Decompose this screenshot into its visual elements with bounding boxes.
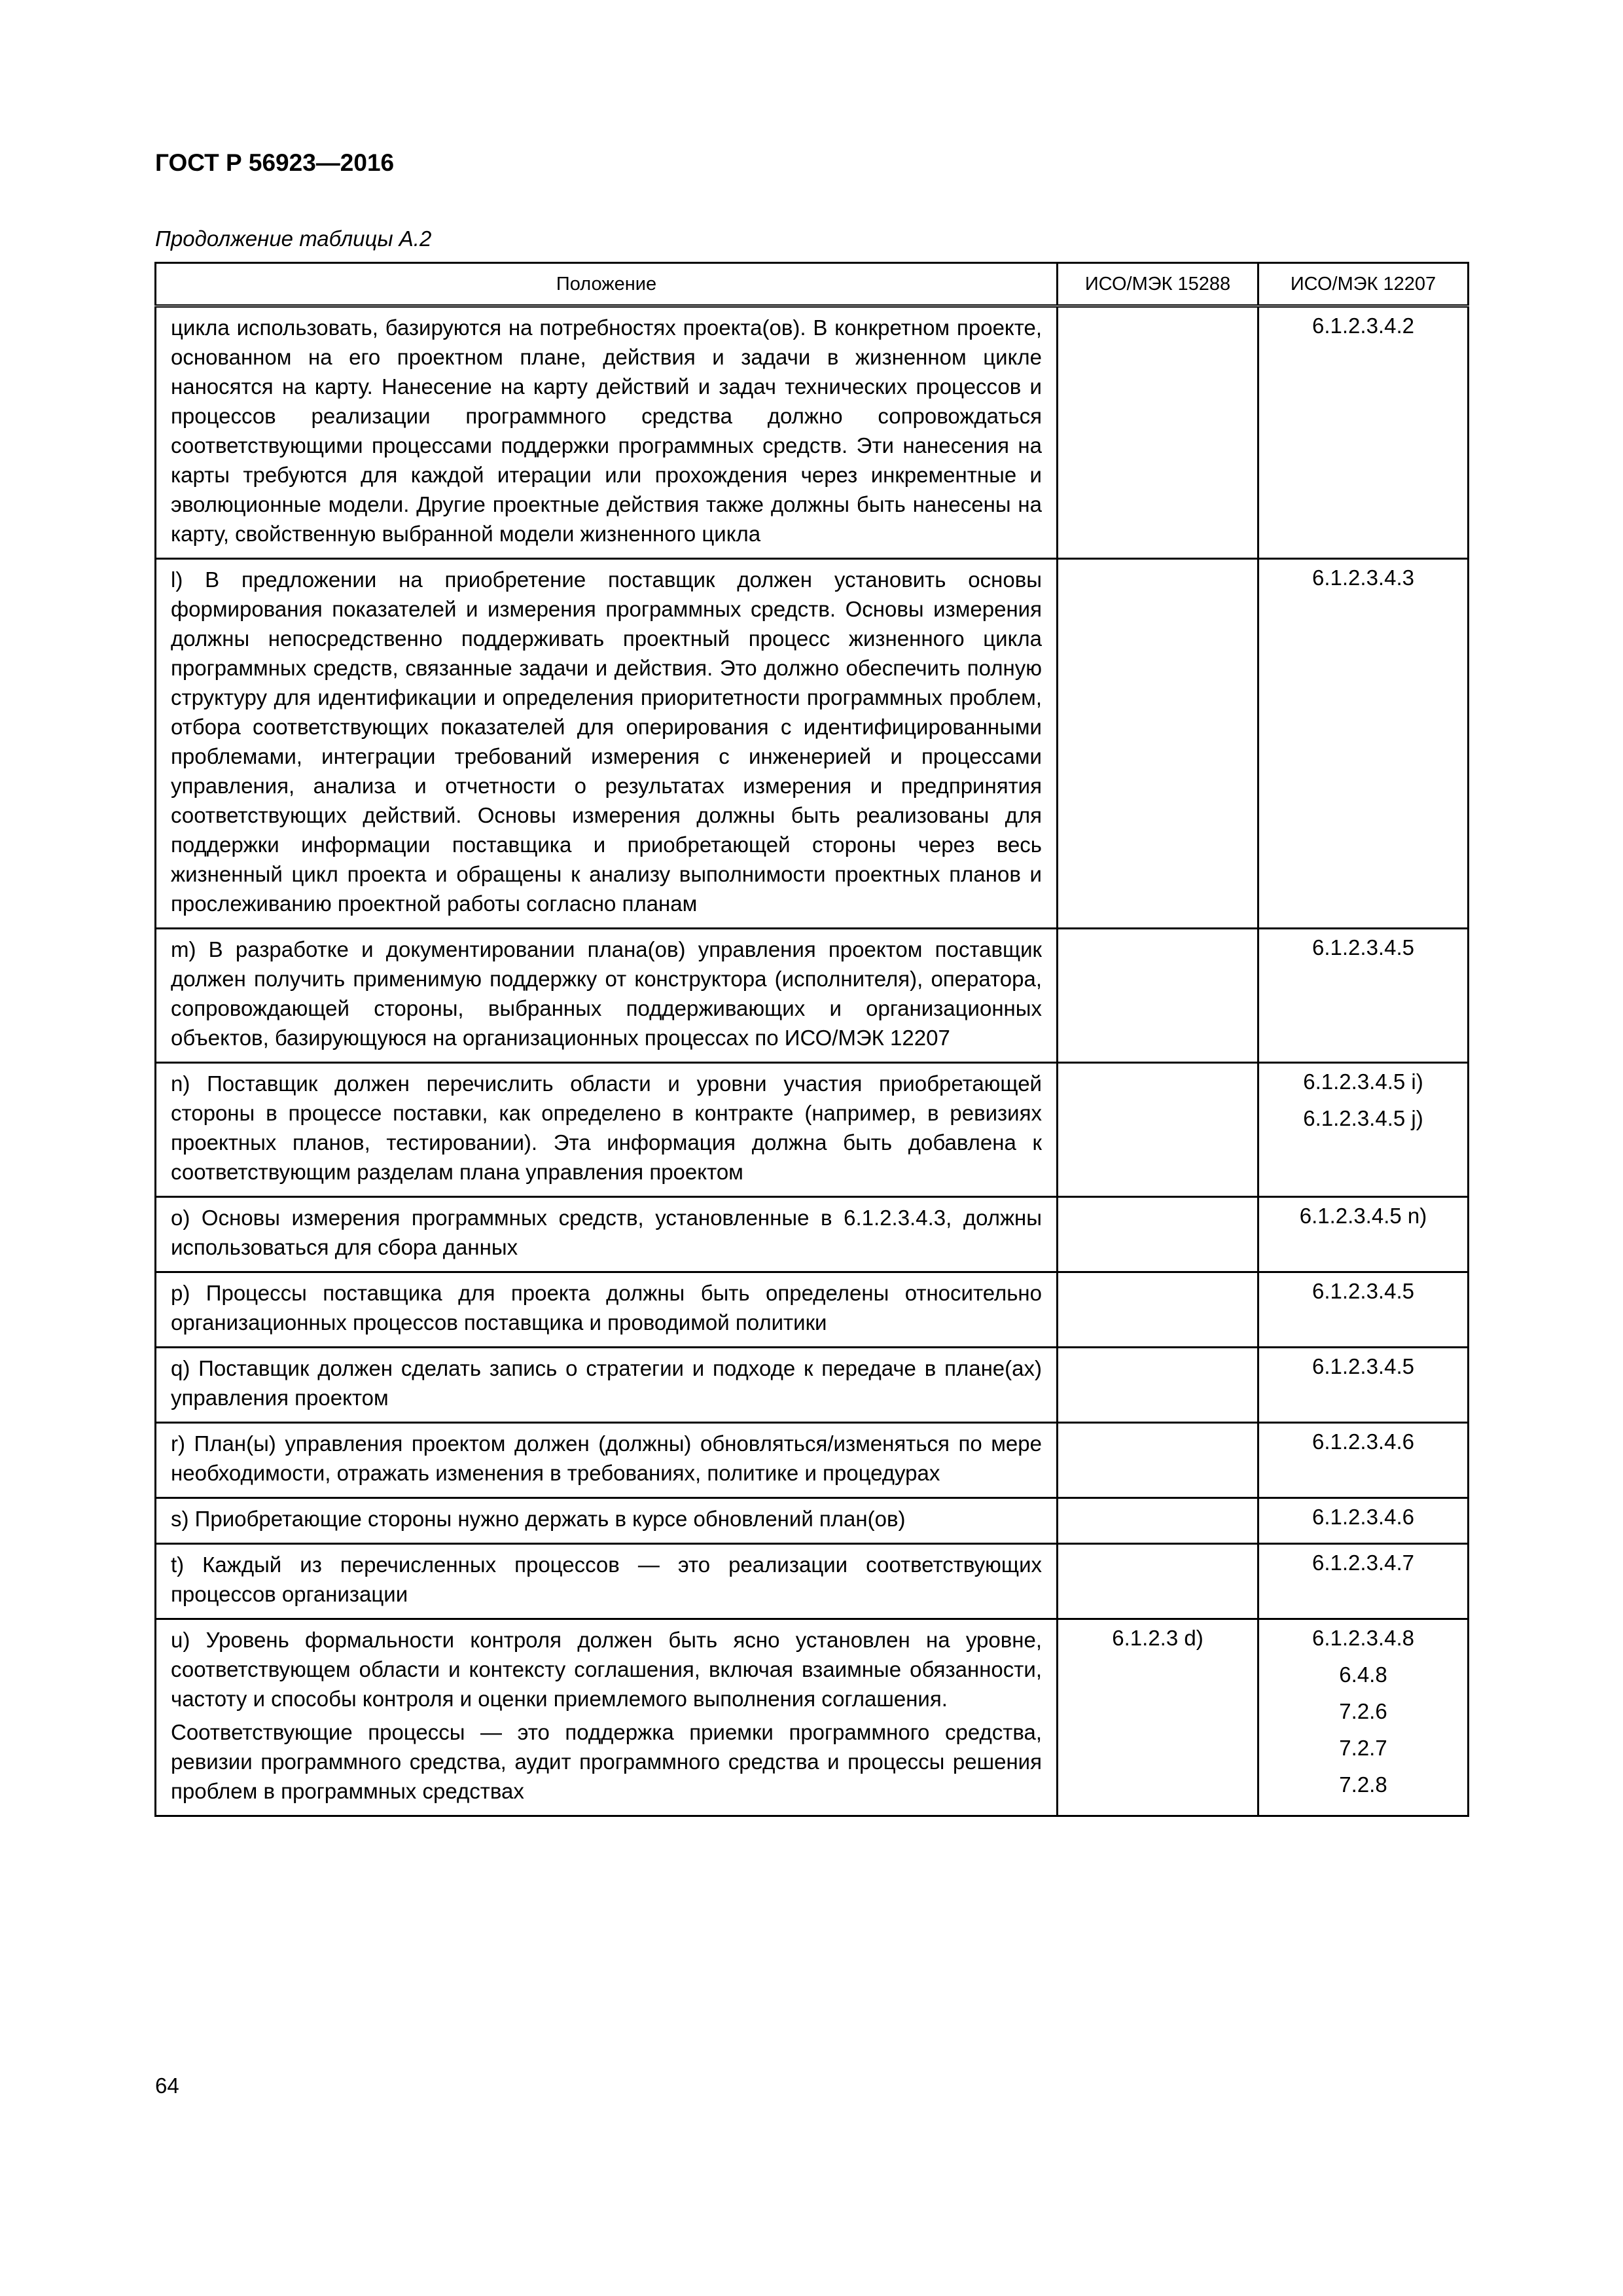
iso15288-ref-cell	[1058, 306, 1258, 559]
clause-reference: 6.1.2.3.4.6	[1312, 1505, 1414, 1529]
clause-reference: 6.1.2.3.4.8	[1312, 1626, 1414, 1650]
iso15288-ref-cell	[1058, 559, 1258, 929]
clause-reference: 6.1.2.3.4.2	[1312, 314, 1414, 338]
provision-text: p) Процессы поставщика для проекта должны быть определены относительно организационных процессов поставщика и проводимой политики	[171, 1281, 1042, 1335]
table-body	[156, 306, 1469, 1816]
clause-reference: 7.2.6	[1339, 1699, 1387, 1723]
requirements-table	[154, 262, 1469, 1817]
table-row	[156, 1544, 1469, 1619]
clause-reference: 6.1.2.3.4.5 j)	[1303, 1106, 1423, 1130]
clause-reference: 6.1.2.3.4.3	[1312, 565, 1414, 590]
clause-reference: 6.1.2.3.4.5	[1312, 935, 1414, 960]
clause-reference: 7.2.7	[1339, 1736, 1387, 1760]
iso12207-ref-cell	[1258, 559, 1469, 929]
provision-text: цикла использовать, базируются на потребностях проекта(ов). В конкретном проекте, основанном на его проектном плане, действия и задачи в жизненном цикле наносятся на карту. Нанесение на карту действий и задач технических процессов и процессов реализации программного средства должно сопровождаться соответствующими процессами поддержки программных средств. Эти нанесения на карты требуются для каждой итерации или прохождения через инкрементные и эволюционные модели. Другие проектные действия также должны быть нанесены на карту, свойственную выбранной модели жизненного цикла	[171, 315, 1042, 546]
iso12207-ref-cell	[1258, 1544, 1469, 1619]
clause-reference: 6.1.2.3.4.5 n)	[1299, 1204, 1427, 1228]
clause-reference: 6.1.2.3.4.5	[1312, 1354, 1414, 1378]
iso12207-ref-cell	[1258, 1063, 1469, 1197]
table-caption: Продолжение таблицы А.2	[155, 226, 432, 251]
document-title: ГОСТ Р 56923—2016	[155, 149, 395, 176]
table-row	[156, 559, 1469, 929]
column-header-iso12207: ИСО/МЭК 12207	[1258, 263, 1469, 306]
iso15288-ref-cell	[1058, 1348, 1258, 1423]
provision-cell	[156, 306, 1058, 559]
provision-text: Соответствующие процессы — это поддержка приемки программного средства, ревизии программного средства, аудит программного средства и процессы решения проблем в программных средствах	[171, 1720, 1042, 1803]
provision-cell	[156, 1272, 1058, 1348]
provision-cell	[156, 559, 1058, 929]
iso15288-ref-cell	[1058, 1498, 1258, 1544]
provision-cell	[156, 1348, 1058, 1423]
provision-cell	[156, 1423, 1058, 1498]
table-row	[156, 1423, 1469, 1498]
iso15288-ref-cell	[1058, 1063, 1258, 1197]
clause-reference: 6.1.2.3.4.6	[1312, 1429, 1414, 1454]
iso12207-ref-cell	[1258, 929, 1469, 1063]
provision-cell	[156, 1619, 1058, 1816]
iso12207-ref-cell	[1258, 1423, 1469, 1498]
iso15288-ref-cell	[1058, 1544, 1258, 1619]
page-number: 64	[155, 2073, 179, 2098]
provision-text: u) Уровень формальности контроля должен быть ясно установлен на уровне, соответствующем области и контексту соглашения, включая взаимные обязанности, частоту и способы контроля и оценки приемлемого выполнения соглашения.	[171, 1628, 1042, 1711]
clause-reference: 6.1.2.3.4.5 i)	[1303, 1069, 1423, 1094]
iso12207-ref-cell	[1258, 306, 1469, 559]
iso12207-ref-cell	[1258, 1348, 1469, 1423]
table-row	[156, 1619, 1469, 1816]
provision-text: q) Поставщик должен сделать запись о стратегии и подходе к передаче в плане(ах) управления проектом	[171, 1356, 1042, 1410]
provision-cell	[156, 1544, 1058, 1619]
iso12207-ref-cell	[1258, 1197, 1469, 1272]
iso12207-ref-cell	[1258, 1498, 1469, 1544]
provision-text: t) Каждый из перечисленных процессов — это реализации соответствующих процессов организации	[171, 1552, 1042, 1606]
clause-reference: 6.1.2.3.4.7	[1312, 1551, 1414, 1575]
table-row	[156, 1498, 1469, 1544]
provision-text: o) Основы измерения программных средств, установленные в 6.1.2.3.4.3, должны использоваться для сбора данных	[171, 1206, 1042, 1259]
provision-text: m) В разработке и документировании плана(ов) управления проектом поставщик должен получить применимую поддержку от конструктора (исполнителя), оператора, сопровождающей стороны, выбранных поддерживающих и организационных объектов, базирующуюся на организационных процессах по ИСО/МЭК 12207	[171, 937, 1042, 1050]
provision-cell	[156, 1197, 1058, 1272]
iso15288-ref-cell	[1058, 929, 1258, 1063]
iso12207-ref-cell	[1258, 1272, 1469, 1348]
table-row	[156, 1348, 1469, 1423]
table-row	[156, 1272, 1469, 1348]
provision-cell	[156, 1063, 1058, 1197]
provision-text: l) В предложении на приобретение поставщик должен установить основы формирования показателей и измерения программных средств. Основы измерения должны непосредственно поддерживать проектный процесс жизненного цикла программных средств, связанные задачи и действия. Это должно обеспечить полную структуру для идентификации и определения приоритетности программных проблем, отбора соответствующих показателей для оперирования с идентифицированными проблемами, интеграции требований измерения с инженерией и процессами управления, анализа и отчетности о результатах измерения и предпринятия соответствующих действий. Основы измерения должны быть реализованы для поддержки информации поставщика и приобретающей стороны через весь жизненный цикл проекта и обращены к анализу выполнимости проектных планов и прослеживанию проектной работы согласно планам	[171, 567, 1042, 916]
iso15288-ref-cell	[1058, 1197, 1258, 1272]
provision-text: r) План(ы) управления проектом должен (должны) обновляться/изменяться по мере необходимости, отражать изменения в требованиях, политике и процедурах	[171, 1431, 1042, 1485]
clause-reference: 6.1.2.3.4.5	[1312, 1279, 1414, 1303]
iso15288-ref-cell	[1058, 1272, 1258, 1348]
table-header-row	[156, 263, 1469, 306]
table-row	[156, 306, 1469, 559]
provision-text: s) Приобретающие стороны нужно держать в курсе обновлений план(ов)	[171, 1507, 906, 1531]
iso15288-ref-cell	[1058, 1423, 1258, 1498]
iso12207-ref-cell	[1258, 1619, 1469, 1816]
provision-cell	[156, 1498, 1058, 1544]
iso15288-ref-cell	[1058, 1619, 1258, 1816]
table-row	[156, 929, 1469, 1063]
provision-cell	[156, 929, 1058, 1063]
clause-reference: 6.4.8	[1339, 1662, 1387, 1687]
table-row	[156, 1197, 1469, 1272]
column-header-iso15288: ИСО/МЭК 15288	[1058, 263, 1258, 306]
column-header-provision: Положение	[156, 263, 1058, 306]
table-row	[156, 1063, 1469, 1197]
clause-reference: 6.1.2.3 d)	[1112, 1626, 1204, 1650]
provision-text: n) Поставщик должен перечислить области и уровни участия приобретающей стороны в процессе поставки, как определено в контракте (например, в ревизиях проектных планов, тестировании). Эта информация должна быть добавлена к соответствующим разделам плана управления проектом	[171, 1071, 1042, 1184]
clause-reference: 7.2.8	[1339, 1772, 1387, 1797]
